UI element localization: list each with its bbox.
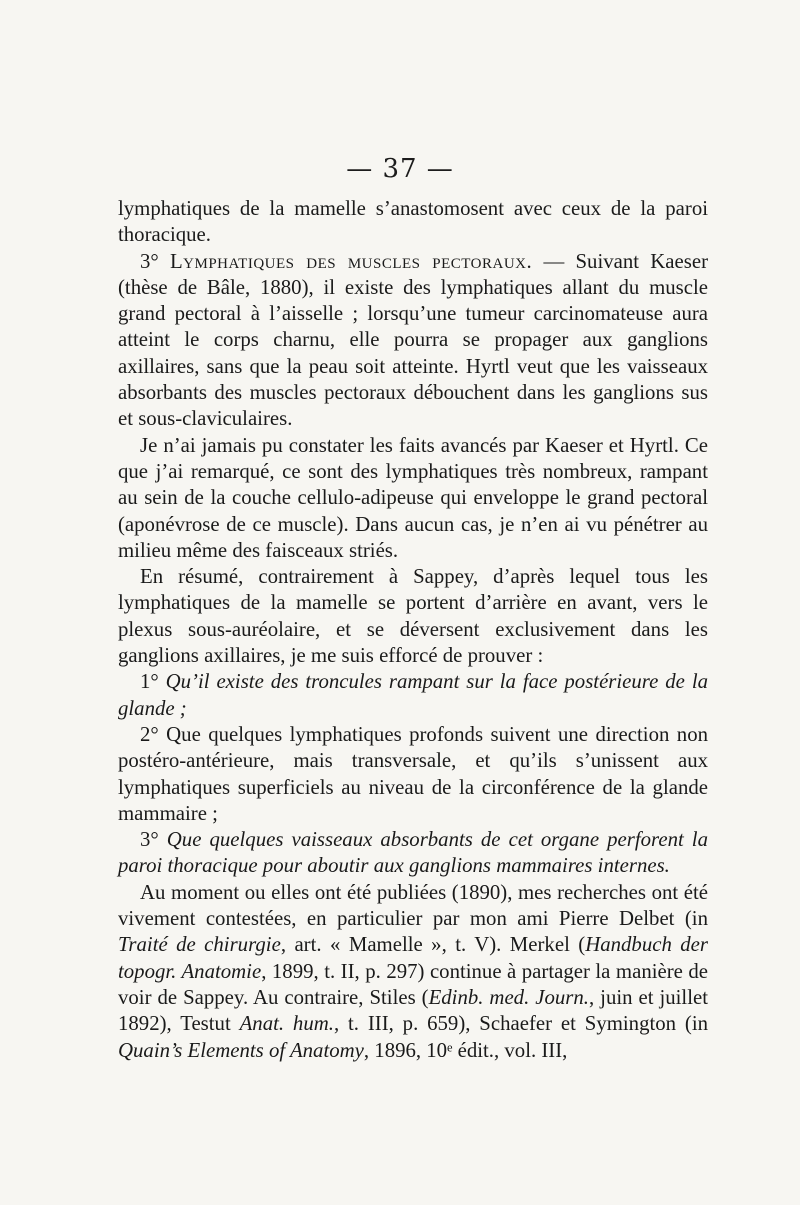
text-segment: , 1899, t. II, p. 297) continue à partager la manière de voir de Sappey. Au contraire, Stiles ( <box>118 959 709 1009</box>
citation-title: Quain’s Elements of Anatomy <box>118 1038 364 1062</box>
italic-text: Que quelques vaisseaux absorbants de cet organe perforent la paroi thoracique pour aboutir aux ganglions mammaires internes. <box>118 828 708 878</box>
text-segment: lymphatiques de la mamelle s’anastomosent avec ceux de la paroi thoracique. <box>118 197 708 247</box>
section-heading: Lymphatiques des muscles pectoraux. <box>169 249 533 273</box>
paragraph-continuation <box>118 196 708 249</box>
page-number: — 37 — <box>346 154 454 184</box>
text-segment: , art. « Mamelle », t. V). Merkel ( <box>280 933 586 957</box>
citation-title: Anat. hum. <box>239 1012 334 1036</box>
text-segment: En résumé, contrairement à Sappey, d’après lequel tous les lymphatiques de la mamelle se portent d’arrière en avant, vers le plexus sous-auréolaire, et se déversent exclusivement dans les ganglions axillaires, je me suis efforcé de prouver : <box>118 565 708 668</box>
body-text <box>118 196 708 1064</box>
paragraph-resume <box>118 564 708 669</box>
list-item-2 <box>118 722 708 827</box>
text-segment: , t. III, p. 659), Schaefer et Symington (in <box>333 1012 708 1036</box>
citation-title: Edinb. med. Journ. <box>428 985 589 1009</box>
paragraph-lymphatiques-pectoraux <box>118 249 708 433</box>
list-number: 1° <box>140 670 166 694</box>
list-number: 3° <box>140 249 170 273</box>
text-segment: , 1896, 10ᵉ édit., vol. III, <box>363 1038 568 1062</box>
text-segment: Je n’ai jamais pu constater les faits avancés par Kaeser et Hyrtl. Ce que j’ai remarqué, ce sont des lymphatiques très nombreux, rampant au sein de la couche cellulo-adipeuse qui enveloppe le grand pectoral (aponévrose de ce muscle). Dans aucun cas, je n’en ai vu pénétrer au milieu même des faisceaux striés. <box>118 433 708 562</box>
text-segment: — Suivant Kaeser (thèse de Bâle, 1880), il existe des lymphatiques allant du muscle grand pectoral à l’aisselle ; lorsqu’une tumeur carcinomateuse aura atteint le corps charnu, elle pourra se propager aux ganglions axillaires, sans que la peau soit atteinte. Hyrtl veut que les vaisseaux absorbants des muscles pectoraux débouchent dans les ganglions sus et sous-claviculaires. <box>118 249 708 431</box>
text-segment: Au moment ou elles ont été publiées (1890), mes recherches ont été vivement contestées, en particulier par mon ami Pierre Delbet (in <box>118 880 708 931</box>
citation-title: Handbuch der topogr. Anatomie <box>118 933 708 983</box>
citation-title: Traité de chirurgie <box>118 933 281 957</box>
italic-text: Qu’il existe des troncules rampant sur la face postérieure de la glande ; <box>118 670 708 720</box>
list-number: 3° <box>140 828 167 852</box>
text-segment: 2° Que quelques lymphatiques profonds suivent une direction non postéro-antérieure, mais transversale, et qu’ils s’unissent aux lymphatiques superficiels au niveau de la circonférence de la glande mammaire ; <box>118 722 708 825</box>
list-item-3 <box>118 827 708 880</box>
paragraph-observations <box>118 433 708 564</box>
paragraph-references <box>118 880 708 1064</box>
text-segment: , juin et juillet 1892), Testut <box>118 985 708 1036</box>
list-item-1 <box>118 669 708 722</box>
